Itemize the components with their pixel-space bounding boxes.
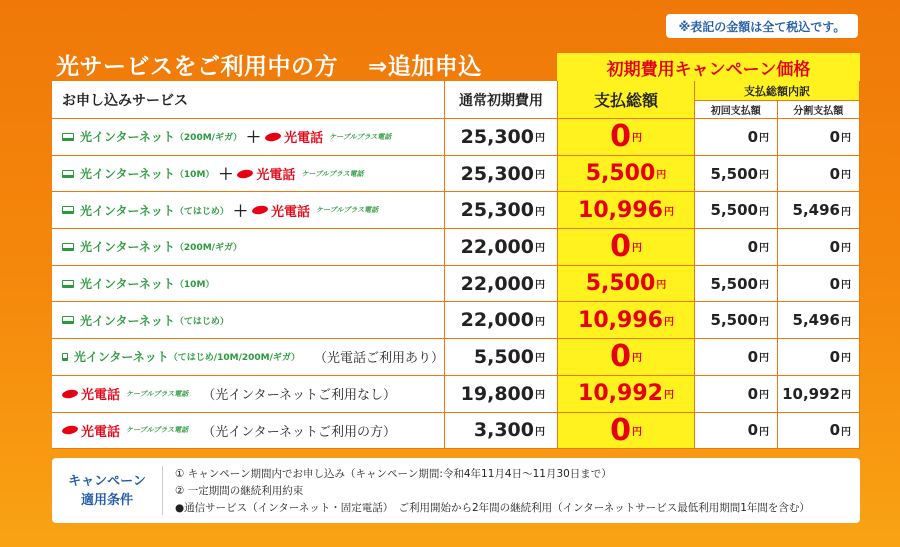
service-name: 光インターネット: [80, 167, 175, 182]
normal-fee-value: 3,300: [473, 419, 534, 442]
header-normal-fee: 通常初期費用: [445, 81, 558, 119]
header-service: お申し込みサービス: [52, 81, 445, 119]
first-payment-value: 0: [747, 237, 758, 256]
service-note: （光インターネットご利用なし）: [202, 388, 397, 404]
service-note: （光インターネットご利用の方）: [202, 424, 397, 440]
yen-unit: 円: [631, 426, 642, 438]
split-payment-cell: [778, 229, 860, 266]
condition-item: ① キャンペーン期間内でお申し込み（キャンペーン期間:令和4年11月4日～11月30日まで）: [175, 468, 612, 480]
first-payment-cell: [695, 119, 778, 156]
first-payment-value: 0: [747, 384, 758, 403]
total-cell: [558, 229, 695, 266]
service-cell: [52, 413, 445, 450]
phone-logo-icon: [61, 388, 78, 399]
service-cell: [52, 119, 445, 156]
yen-unit: 円: [656, 170, 667, 182]
yen-unit: 円: [841, 243, 851, 255]
yen-unit: 円: [535, 390, 545, 402]
split-payment-value: 0: [829, 347, 840, 366]
plus-sign: ＋: [246, 128, 262, 147]
phone-logo-icon: [61, 425, 78, 436]
first-payment-cell: [695, 376, 778, 413]
split-payment-cell: [778, 413, 860, 450]
yen-unit: 円: [663, 390, 674, 402]
normal-fee-cell: [445, 413, 558, 450]
first-payment-cell: [695, 156, 778, 193]
normal-fee-cell: [445, 376, 558, 413]
yen-unit: 円: [841, 170, 851, 182]
campaign-price-label: 初期費用キャンペーン価格: [557, 53, 860, 81]
computer-icon: [62, 316, 74, 324]
normal-fee-cell: [445, 192, 558, 229]
service-spec: （てはじめ）: [174, 316, 229, 327]
total-value: 0: [610, 229, 631, 265]
split-payment-cell: [778, 192, 860, 229]
first-payment-cell: [695, 413, 778, 450]
table-row: [52, 266, 860, 303]
service-cell: [52, 156, 445, 193]
split-payment-cell: [778, 156, 860, 193]
service-cell: [52, 376, 445, 413]
yen-unit: 円: [759, 170, 769, 182]
price-table: [52, 81, 860, 449]
service-spec: （てはじめ/10M/200M/ギガ）: [168, 353, 300, 364]
service-name: 光インターネット: [80, 277, 175, 292]
header-total: 支払総額: [558, 81, 695, 119]
computer-icon: [62, 353, 68, 361]
header-first-payment: 初回支払額: [695, 101, 778, 118]
phone-logo-icon: [264, 132, 281, 143]
phone-logo-icon: [251, 205, 268, 216]
total-value: 5,500: [585, 161, 656, 187]
yen-unit: 円: [631, 353, 642, 365]
yen-unit: 円: [759, 426, 769, 438]
split-payment-cell: [778, 376, 860, 413]
total-value: 10,996: [578, 197, 663, 223]
total-cell: [558, 156, 695, 193]
yen-unit: 円: [759, 206, 769, 218]
phone-logo-icon: [237, 168, 254, 179]
service-cell: [52, 192, 445, 229]
first-payment-cell: [695, 229, 778, 266]
conditions-title-line2: 適用条件: [80, 492, 133, 508]
heading-sub: ⇒追加申込: [368, 54, 482, 80]
normal-fee-cell: [445, 266, 558, 303]
first-payment-cell: [695, 302, 778, 339]
yen-unit: 円: [535, 133, 545, 145]
header-breakdown-title: 支払総額内訳: [695, 81, 859, 101]
table-row: [52, 302, 860, 339]
total-cell: [558, 339, 695, 376]
normal-fee-cell: [445, 229, 558, 266]
cableplus-logo: ケーブルプラス電話: [126, 426, 189, 435]
yen-unit: 円: [841, 206, 851, 218]
normal-fee-value: 25,300: [460, 125, 534, 148]
first-payment-cell: [695, 339, 778, 376]
total-value: 10,996: [578, 307, 663, 333]
service-note: （光電話ご利用あり）: [313, 351, 444, 367]
tax-note: ※表記の金額は全て税込です。: [666, 14, 858, 38]
yen-unit: 円: [841, 426, 851, 438]
normal-fee-value: 22,000: [460, 309, 534, 332]
conditions-title: [52, 466, 163, 515]
yen-unit: 円: [759, 133, 769, 145]
total-value: 5,500: [585, 271, 656, 297]
normal-fee-value: 5,500: [473, 345, 534, 368]
plus-sign: ＋: [232, 201, 248, 220]
normal-fee-value: 25,300: [460, 199, 534, 222]
table-row: [52, 192, 860, 229]
split-payment-cell: [778, 266, 860, 303]
split-payment-value: 0: [829, 127, 840, 146]
table-row: [52, 339, 860, 376]
cableplus-logo: ケーブルプラス電話: [315, 206, 379, 215]
yen-unit: 円: [535, 206, 545, 218]
split-payment-value: 0: [829, 274, 840, 293]
cableplus-logo: ケーブルプラス電話: [329, 132, 392, 141]
split-payment-value: 0: [829, 164, 840, 183]
service-spec: （てはじめ）: [174, 206, 229, 217]
yen-unit: 円: [841, 133, 851, 145]
normal-fee-cell: [445, 302, 558, 339]
computer-icon: [62, 133, 74, 141]
total-value: 0: [610, 412, 631, 448]
table-header-row: [52, 81, 860, 119]
split-payment-cell: [778, 339, 860, 376]
split-payment-value: 0: [829, 421, 840, 440]
plus-sign: ＋: [218, 165, 234, 184]
conditions-list: [163, 458, 810, 523]
service-name: 光インターネット: [80, 130, 175, 145]
first-payment-value: 5,500: [710, 164, 758, 183]
yen-unit: 円: [759, 390, 769, 402]
total-value: 10,992: [578, 381, 663, 407]
service-spec: （200M/ギガ）: [174, 133, 243, 144]
cableplus-logo: ケーブルプラス電話: [301, 169, 364, 178]
phone-service-name: 光電話: [81, 424, 121, 440]
yen-unit: 円: [841, 353, 851, 365]
normal-fee-cell: [445, 156, 558, 193]
yen-unit: 円: [631, 243, 642, 255]
service-name: 光インターネット: [80, 240, 175, 255]
service-spec: （200M/ギガ）: [174, 243, 243, 254]
normal-fee-value: 22,000: [460, 272, 534, 295]
normal-fee-value: 25,300: [460, 162, 534, 185]
table-row: [52, 413, 860, 450]
yen-unit: 円: [759, 243, 769, 255]
total-cell: [558, 376, 695, 413]
table-row: [52, 156, 860, 193]
yen-unit: 円: [663, 316, 674, 328]
split-payment-value: 5,496: [792, 201, 840, 220]
yen-unit: 円: [656, 280, 667, 292]
normal-fee-cell: [445, 339, 558, 376]
phone-service-name: 光電話: [81, 388, 121, 404]
condition-item: ●通信サービス（インターネット・固定電話） ご利用開始から2年間の継続利用（インターネットサービス最低利用期間1年間を含む）: [175, 502, 810, 514]
table-row: [52, 119, 860, 156]
normal-fee-value: 22,000: [460, 235, 534, 258]
first-payment-cell: [695, 192, 778, 229]
yen-unit: 円: [631, 133, 642, 145]
header-breakdown: [695, 81, 860, 119]
total-cell: [558, 192, 695, 229]
split-payment-value: 0: [829, 237, 840, 256]
service-spec: （10M）: [174, 170, 215, 181]
total-value: 0: [610, 119, 631, 155]
computer-icon: [62, 280, 74, 288]
yen-unit: 円: [535, 243, 545, 255]
service-spec: （10M）: [174, 280, 215, 291]
normal-fee-value: 19,800: [460, 382, 534, 405]
service-name: 光インターネット: [73, 350, 169, 365]
yen-unit: 円: [841, 280, 851, 292]
table-row: [52, 229, 860, 266]
header-split-payment: 分割支払額: [778, 101, 860, 118]
total-cell: [558, 302, 695, 339]
yen-unit: 円: [759, 280, 769, 292]
yen-unit: 円: [841, 390, 851, 402]
split-payment-value: 5,496: [792, 311, 840, 330]
computer-icon: [62, 206, 74, 214]
split-payment-cell: [778, 119, 860, 156]
computer-icon: [62, 170, 74, 178]
condition-item: ② 一定期間の継続利用約束: [175, 485, 304, 497]
table-row: [52, 376, 860, 413]
phone-service-name: 光電話: [256, 168, 296, 184]
total-cell: [558, 413, 695, 450]
yen-unit: 円: [663, 206, 674, 218]
heading-main: 光サービスをご利用中の方: [56, 54, 338, 80]
yen-unit: 円: [841, 316, 851, 328]
service-cell: [52, 266, 445, 303]
split-payment-value: 10,992: [782, 384, 840, 403]
phone-service-name: 光電話: [270, 204, 310, 220]
yen-unit: 円: [759, 316, 769, 328]
first-payment-value: 5,500: [710, 274, 758, 293]
campaign-conditions: [52, 458, 860, 523]
conditions-title-line1: キャンペーン: [68, 473, 146, 489]
service-name: 光インターネット: [80, 313, 175, 328]
computer-icon: [62, 243, 74, 251]
total-value: 0: [610, 339, 631, 375]
first-payment-value: 5,500: [710, 311, 758, 330]
yen-unit: 円: [759, 353, 769, 365]
total-cell: [558, 266, 695, 303]
first-payment-cell: [695, 266, 778, 303]
phone-service-name: 光電話: [284, 131, 324, 147]
split-payment-cell: [778, 302, 860, 339]
first-payment-value: 5,500: [710, 201, 758, 220]
page-title: [56, 48, 482, 81]
normal-fee-cell: [445, 119, 558, 156]
yen-unit: 円: [535, 170, 545, 182]
service-cell: [52, 339, 445, 376]
service-cell: [52, 302, 445, 339]
yen-unit: 円: [535, 353, 545, 365]
service-cell: [52, 229, 445, 266]
first-payment-value: 0: [747, 127, 758, 146]
yen-unit: 円: [535, 426, 545, 438]
yen-unit: 円: [535, 280, 545, 292]
yen-unit: 円: [535, 316, 545, 328]
first-payment-value: 0: [747, 347, 758, 366]
first-payment-value: 0: [747, 421, 758, 440]
service-name: 光インターネット: [80, 203, 175, 218]
cableplus-logo: ケーブルプラス電話: [126, 389, 189, 398]
total-cell: [558, 119, 695, 156]
